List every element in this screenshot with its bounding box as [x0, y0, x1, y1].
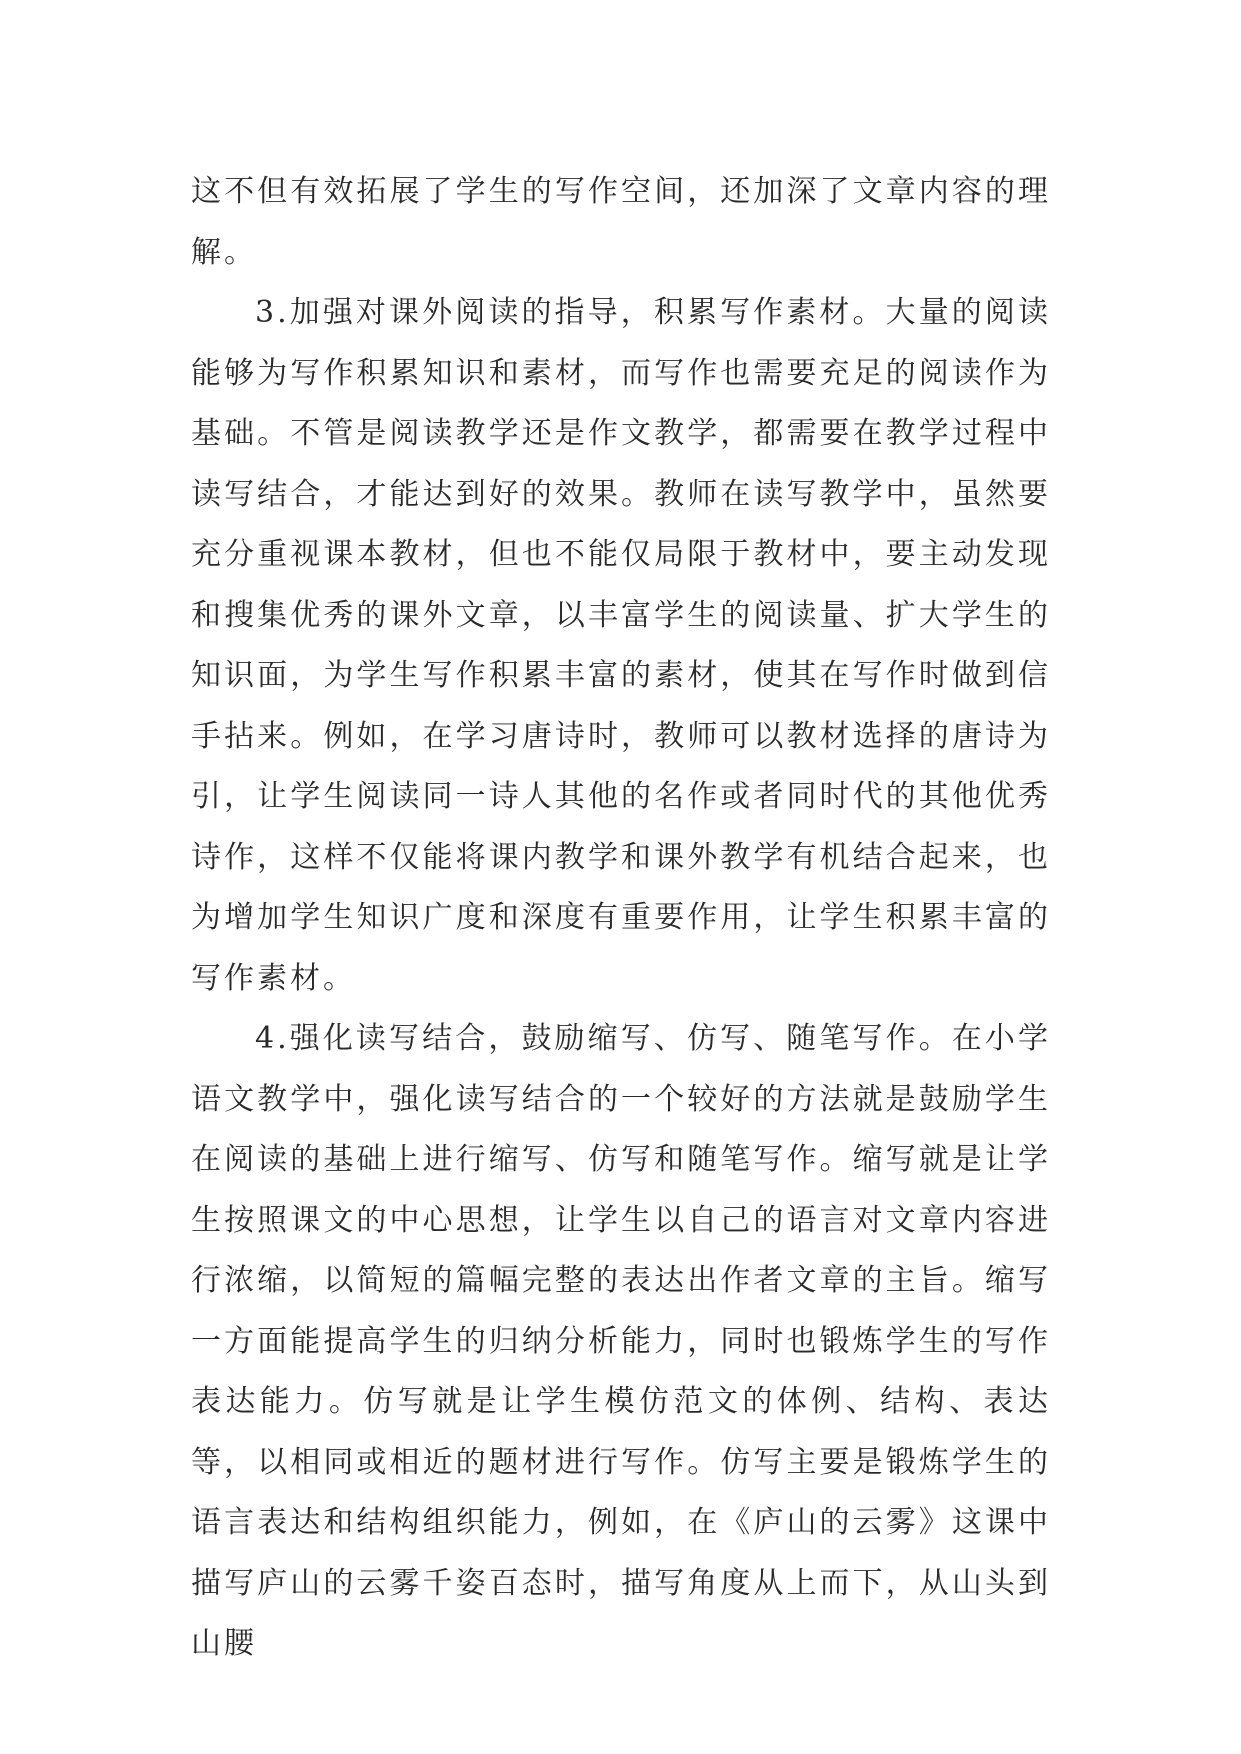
- body-text: [191, 162, 1051, 1675]
- paragraph-point-3: 3.加强对课外阅读的指导，积累写作素材。大量的阅读能够为写作积累知识和素材，而写作也需要充足的阅读作为基础。不管是阅读教学还是作文教学，都需要在教学过程中读写结合，才能达到好的效果。教师在读写教学中，虽然要充分重视课本教材，但也不能仅局限于教材中，要主动发现和搜集优秀的课外文章，以丰富学生的阅读量、扩大学生的知识面，为学生写作积累丰富的素材，使其在写作时做到信手拈来。例如，在学习唐诗时，教师可以教材选择的唐诗为引，让学生阅读同一诗人其他的名作或者同时代的其他优秀诗作，这样不仅能将课内教学和课外教学有机结合起来，也为增加学生知识广度和深度有重要作用，让学生积累丰富的写作素材。: [191, 295, 1051, 996]
- paragraph-continuation: 这不但有效拓展了学生的写作空间，还加深了文章内容的理解。: [191, 174, 1051, 270]
- paragraph-point-4: 4.强化读写结合，鼓励缩写、仿写、随笔写作。在小学语文教学中，强化读写结合的一个较好的方法就是鼓励学生在阅读的基础上进行缩写、仿写和随笔写作。缩写就是让学生按照课文的中心思想，让学生以自己的语言对文章内容进行浓缩，以简短的篇幅完整的表达出作者文章的主旨。缩写一方面能提高学生的归纳分析能力，同时也锻炼学生的写作表达能力。仿写就是让学生模仿范文的体例、结构、表达等，以相同或相近的题材进行写作。仿写主要是锻炼学生的语言表达和结构组织能力，例如，在《庐山的云雾》这课中描写庐山的云雾千姿百态时，描写角度从上而下，从山头到山腰: [191, 1021, 1051, 1661]
